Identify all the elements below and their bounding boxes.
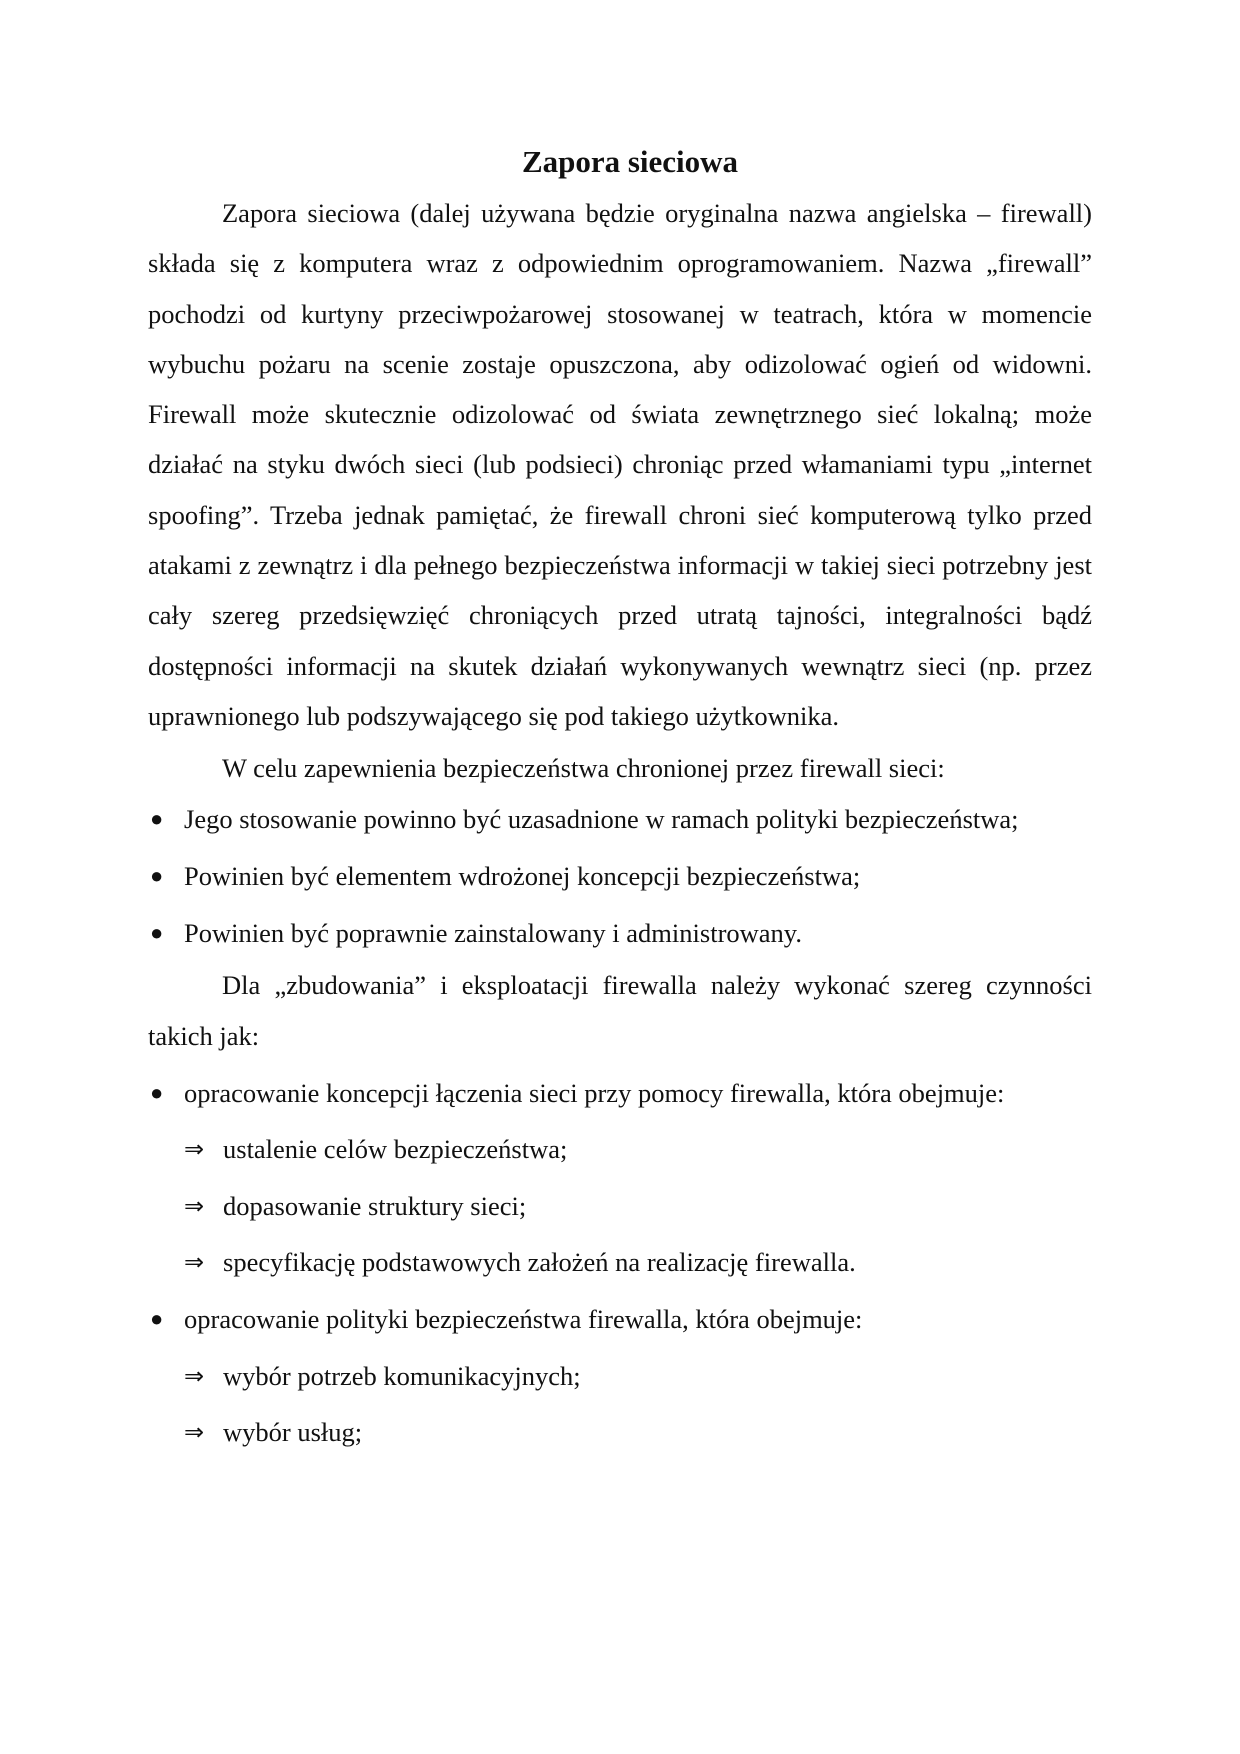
double-arrow-icon: ⇒ bbox=[184, 1191, 205, 1220]
document-page bbox=[148, 136, 1092, 1457]
goals-intro-paragraph: W celu zapewnienia bezpieczeństwa chronionej przez firewall sieci: bbox=[222, 753, 945, 784]
double-arrow-icon: ⇒ bbox=[184, 1247, 205, 1276]
list-item-text: Powinien być elementem wdrożonej koncepcji bezpieczeństwa; bbox=[184, 860, 861, 891]
list-item-text: Jego stosowanie powinno być uzasadnione w ramach polityki bezpieczeństwa; bbox=[184, 803, 1019, 834]
list-item bbox=[148, 1068, 1092, 1118]
list-item-text: Powinien być poprawnie zainstalowany i administrowany. bbox=[184, 918, 802, 949]
sub-list-item bbox=[148, 1124, 1092, 1174]
tasks-intro-paragraph: Dla „zbudowania” i eksploatacji firewalla należy wykonać szereg czynności takich jak: bbox=[148, 970, 1092, 1051]
tasks-list bbox=[148, 1068, 1092, 1457]
bullet-icon: ● bbox=[150, 805, 164, 831]
sub-list-item-text: ustalenie celów bezpieczeństwa; bbox=[223, 1134, 568, 1165]
bullet-icon: ● bbox=[150, 862, 164, 888]
double-arrow-icon: ⇒ bbox=[184, 1417, 205, 1446]
list-item bbox=[148, 851, 1092, 901]
requirements-list bbox=[148, 794, 1092, 959]
bullet-icon: ● bbox=[150, 1080, 164, 1106]
document-title: Zapora sieciowa bbox=[521, 144, 739, 179]
sub-list-item-text: wybór usług; bbox=[223, 1416, 363, 1447]
sub-list-item-text: wybór potrzeb komunikacyjnych; bbox=[223, 1360, 581, 1391]
bullet-icon: ● bbox=[150, 920, 164, 946]
intro-paragraph: Zapora sieciowa (dalej używana będzie oryginalna nazwa angielska – firewall) składa się z komputera wraz z odpowiednim oprogramowaniem. Nazwa „firewall” pochodzi od kurtyny przeciwpożarowej stosowanej w teatrach, która w momencie wybuchu pożaru na scenie zostaje opuszczona, aby odizolować ogień od widowni. Firewall może skutecznie odizolować od świata zewnętrznego sieć lokalną; może działać na styku dwóch sieci (lub podsieci) chroniąc przed włamaniami typu „internet spoofing”. Trzeba jednak pamiętać, że firewall chroni sieć komputerową tylko przed atakami z zewnątrz i dla pełnego bezpieczeństwa informacji w takiej sieci potrzebny jest cały szereg przedsięwzięć chroniących przed utratą tajności, integralności bądź dostępności informacji na skutek działań wykonywanych wewnątrz sieci (np. przez uprawnionego lub podszywającego się pod takiego użytkownika. bbox=[148, 198, 1092, 731]
list-item-text: opracowanie polityki bezpieczeństwa firewalla, która obejmuje: bbox=[184, 1304, 863, 1335]
sub-list-item-text: specyfikację podstawowych założeń na realizację firewalla. bbox=[223, 1246, 856, 1277]
list-item bbox=[148, 908, 1092, 958]
sub-list-item bbox=[148, 1237, 1092, 1287]
list-item-text: opracowanie koncepcji łączenia sieci przy pomocy firewalla, która obejmuje: bbox=[184, 1078, 1005, 1109]
double-arrow-icon: ⇒ bbox=[184, 1361, 205, 1390]
sub-list-item-text: dopasowanie struktury sieci; bbox=[223, 1190, 527, 1221]
sub-list-item bbox=[148, 1351, 1092, 1401]
double-arrow-icon: ⇒ bbox=[184, 1135, 205, 1164]
bullet-icon: ● bbox=[150, 1306, 164, 1332]
sub-list-item bbox=[148, 1407, 1092, 1457]
sub-list-item bbox=[148, 1181, 1092, 1231]
list-item bbox=[148, 1294, 1092, 1344]
list-item bbox=[148, 794, 1092, 844]
